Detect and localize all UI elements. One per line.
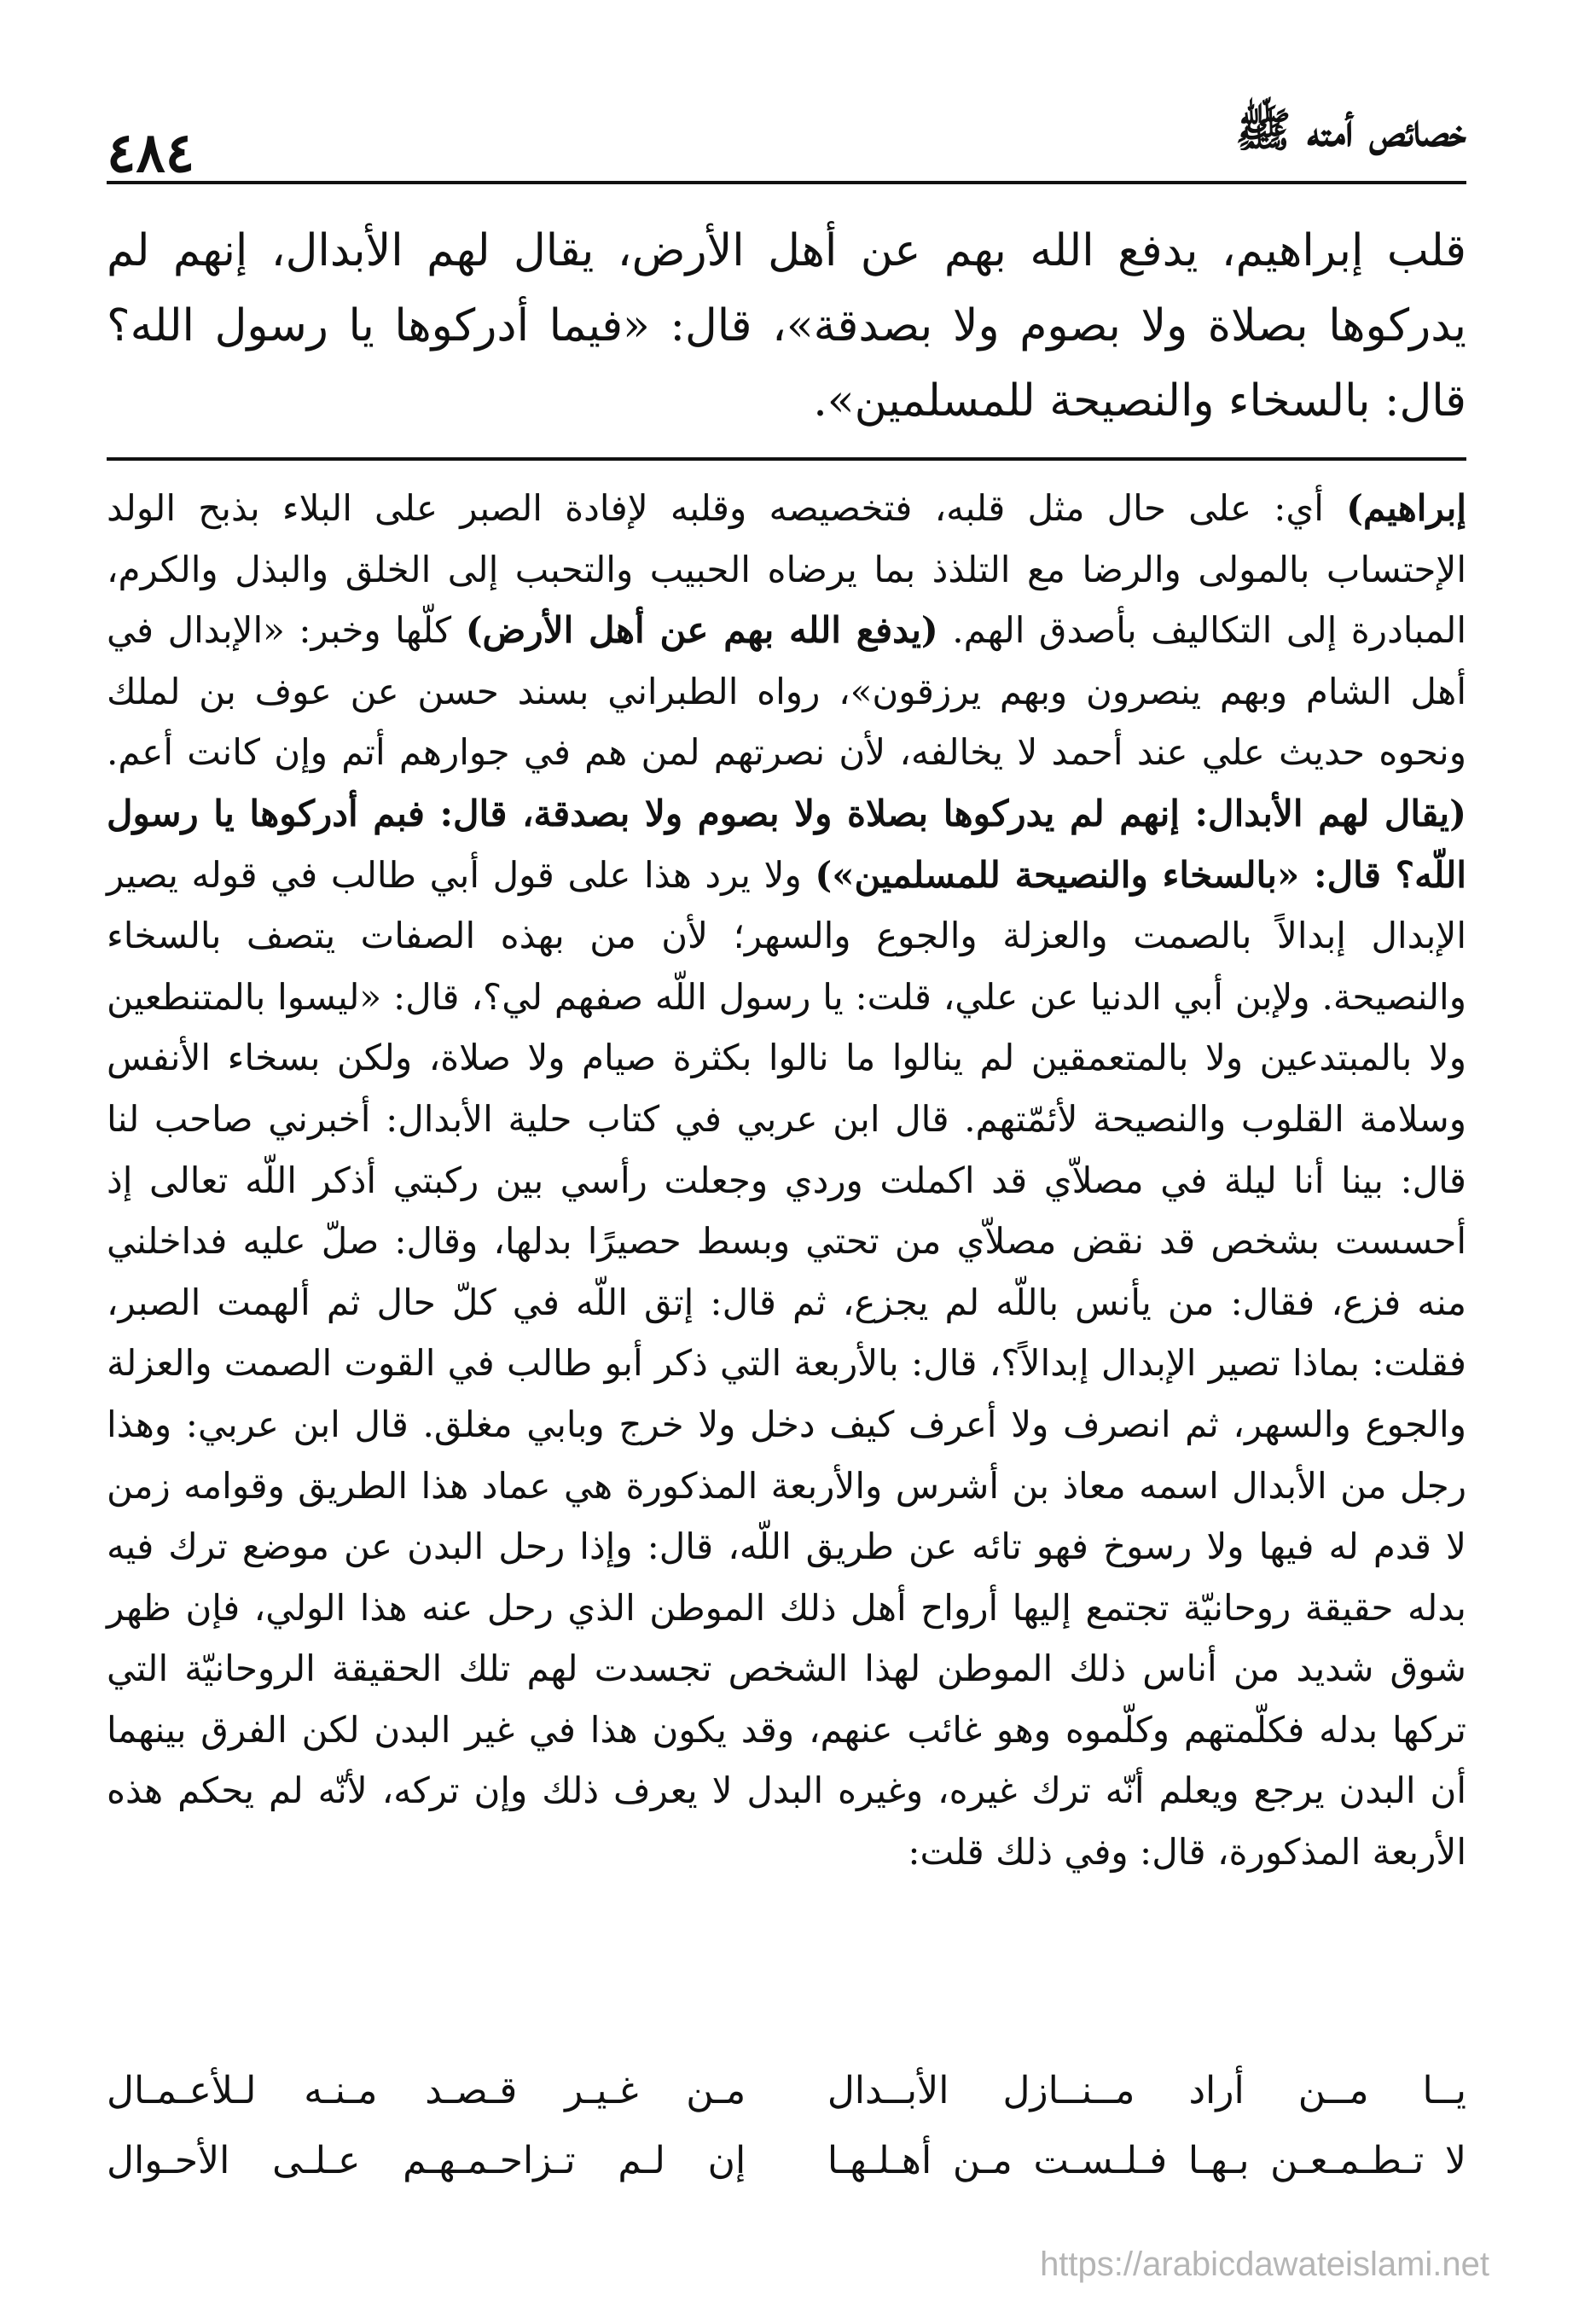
commentary-paragraph [107, 478, 1466, 1883]
page-number: ٤٨٤ [107, 121, 195, 185]
verse-second-hemistich: إن لـم تـزاحـمـهـم عـلـى الأحـوال [107, 2139, 746, 2182]
commentary-divider [107, 457, 1466, 461]
commentary-text: كلّها وخبر: «الإبدال في أهل الشام وبهم ينصرون وبهم يرزقون»، رواه الطبراني بسند حسن عن عوف بن لملك ونحوه حديث علي عند أحمد لا يخالفه، لأن نصرتهم لمن هم في جوارهم أتم وإن كانت أعم. [107, 609, 1466, 774]
commentary [107, 478, 1466, 1883]
verse-second-hemistich: مـن غـيـر قـصـد مـنـه لـلأعـمـال [107, 2069, 746, 2112]
verse-line [107, 2126, 1466, 2196]
commentary-lemma: (يدفع الله بهم عن أهل الأرض) [465, 609, 938, 652]
running-title: خصائص أمته ﷺ [1235, 102, 1466, 157]
commentary-text: أي: على حال مثل قلبه، فتخصيصه وقلبه لإفادة الصبر على البلاء بذبح الولد الإحتساب بالمولى والرضا مع التلذذ بما يرضاه الحبيب والتحبب إلى الخلق والبذل والكرم، المبادرة إلى التكاليف بأصدق الهم. [107, 487, 1467, 652]
page-header [107, 92, 1466, 186]
commentary-lemma: إبراهيم) [1346, 487, 1466, 529]
verse-line [107, 2056, 1466, 2126]
commentary-lemma: (يقال لهم الأبدال: إنهم لم يدركوها بصلاة ولا بصوم ولا بصدقة، قال: فبم أدركوها يا رسول اللّه؟ قال: «بالسخاء والنصيحة للمسلمين») [107, 792, 1466, 896]
site-watermark: https://arabicdawateislami.net [1040, 2246, 1489, 2283]
hadith-text: قلب إبراهيم، يدفع الله بهم عن أهل الأرض، يقال لهم الأبدال، إنهم لم يدركوها بصلاة ولا بصوم ولا بصدقة»، قال: «فيما أدركوها يا رسول الله؟ قال: بالسخاء والنصيحة للمسلمين». [107, 225, 1466, 427]
commentary-text: ولا يرد هذا على قول أبي طالب في قوله يصير الإبدال إبدالاً بالصمت والعزلة والجوع والسهر؛ لأن من بهذه الصفات يتصف بالسخاء والنصيحة. ولإبن أبي الدنيا عن علي، قلت: يا رسول اللّه صفهم لي؟، قال: «ليسوا بالمتنطعين ولا بالمبتدعين ولا بالمتعمقين لم ينالوا ما نالوا بكثرة صيام ولا صلاة، ولكن بسخاء الأنفس وسلامة القلوب والنصيحة لأئمّتهم. قال ابن عربي في كتاب حلية الأبدال: أخبرني صاحب لنا قال: بينا أنا ليلة في مصلاّي قد اكملت وردي وجعلت رأسي بين ركبتي أذكر اللّه تعالى إذ أحسست بشخص قد نقض مصلاّي من تحتي وبسط حصيرًا بدلها، وقال: صلّ عليه فداخلني منه فزع، فقال: من يأنس باللّه لم يجزع، ثم قال: إتق اللّه في كلّ حال ثم ألهمت الصبر، فقلت: بماذا تصير الإبدال إبدالاً؟، قال: بالأربعة التي ذكر أبو طالب في القوت الصمت والعزلة والجوع والسهر، ثم انصرف ولا أعرف كيف دخل ولا خرج وبابي مغلق. قال ابن عربي: وهذا رجل من الأبدال اسمه معاذ بن أشرس والأربعة المذكورة هي عماد هذا الطريق وقوامه زمن لا قدم له فيها ولا رسوخ فهو تائه عن طريق اللّه، قال: وإذا رحل البدن عن موضع ترك فيه بدله حقيقة روحانيّة تجتمع إليها أرواح أهل ذلك الموطن الذي رحل عنه هذا الولي، فإن ظهر شوق شديد من أناس ذلك الموطن لهذا الشخص تجسدت لهم تلك الحقيقة الروحانيّة التي تركها بدله فكلّمتهم وكلّموه وهو غائب عنهم، وقد يكون هذا في غير البدن لكن الفرق بينهما أن البدن يرجع ويعلم أنّه ترك غيره، وغيره البدل لا يعرف ذلك وإن تركه، لأنّه لم يحكم هذه الأربعة المذكورة، قال: وفي ذلك قلت: [107, 853, 1466, 1874]
verse-first-hemistich: يــا مــن أراد مــنــازل الأبــدال [827, 2069, 1466, 2112]
poem [107, 2056, 1466, 2196]
verse-first-hemistich: لا تـطـمـعـن بـهـا فـلـسـت مـن أهـلـهـا [827, 2139, 1466, 2182]
header-rule [107, 181, 1466, 184]
